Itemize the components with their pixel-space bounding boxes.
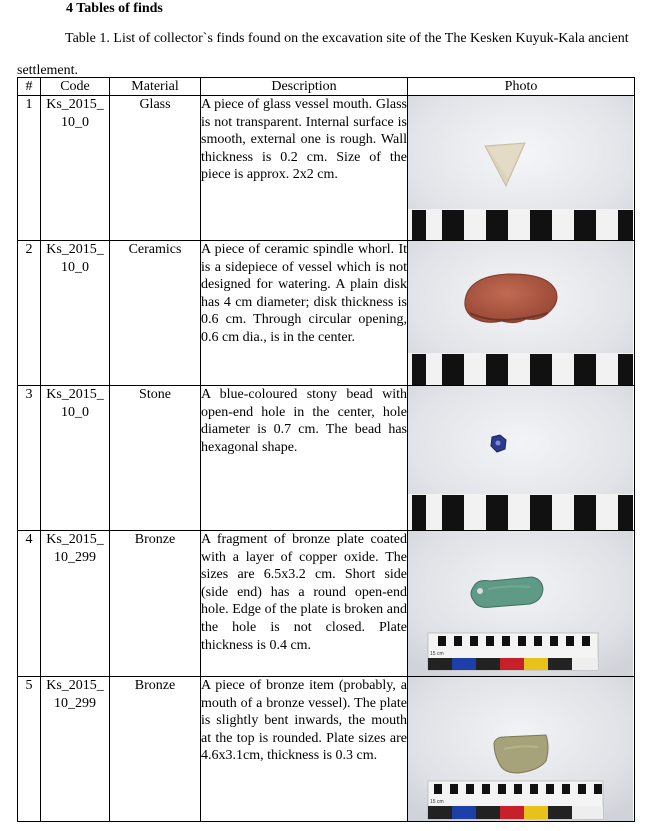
find-photo-cell [408, 386, 635, 531]
column-header-description: Description [201, 78, 408, 96]
finds-table [17, 77, 635, 822]
table-row [18, 386, 635, 531]
column-header-code: Code [41, 78, 110, 96]
find-code: Ks_2015_ 10_0 [41, 96, 110, 241]
table-caption: Table 1. List of collector`s finds found on the excavation site of the The Kesken Kuyuk-Kala ancient settlement. [17, 31, 629, 78]
row-number: 4 [18, 531, 41, 677]
row-number: 5 [18, 677, 41, 822]
table-row [18, 96, 635, 241]
scale-label: 15 cm [430, 651, 444, 657]
find-code: Ks_2015_ 10_0 [41, 386, 110, 531]
find-material: Stone [110, 386, 201, 531]
column-header-material: Material [110, 78, 201, 96]
find-code: Ks_2015_ 10_299 [41, 531, 110, 677]
glass-fragment-photo [408, 96, 633, 240]
find-material: Glass [110, 96, 201, 241]
find-description: A blue-coloured stony bead with open-end hole in the center, hole diameter is 0.7 cm. The bead has hexagonal shape. [201, 386, 408, 531]
row-number: 3 [18, 386, 41, 531]
find-photo-cell [408, 531, 635, 677]
find-material: Ceramics [110, 241, 201, 386]
find-description: A piece of glass vessel mouth. Glass is not transparent. Internal surface is smooth, external one is rough. Wall thickness is 0.2 cm. Size of the piece is approx. 2x2 cm. [201, 96, 408, 241]
bronze-item-photo [408, 677, 633, 821]
row-number: 2 [18, 241, 41, 386]
column-header-num: # [18, 78, 41, 96]
find-material: Bronze [110, 531, 201, 677]
table-row [18, 241, 635, 386]
find-photo-cell [408, 241, 635, 386]
find-photo-cell [408, 96, 635, 241]
find-code: Ks_2015_ 10_0 [41, 241, 110, 386]
find-description: A fragment of bronze plate coated with a layer of copper oxide. The sizes are 6.5x3.2 cm. Short side (side end) has a round open-end hole. Edge of the plate is broken and the hole is not closed. Plate thickness is 0.4 cm. [201, 531, 408, 677]
table-header-row [18, 78, 635, 96]
stone-bead-photo [408, 386, 633, 530]
table-row [18, 677, 635, 822]
find-description: A piece of ceramic spindle whorl. It is a sidepiece of vessel which is not designed for watering. A plain disk has 4 cm diameter; disk thickness is 0.6 cm. Through circular opening, 0.6 cm dia., is in the center. [201, 241, 408, 386]
ceramic-whorl-photo [408, 241, 633, 385]
find-material: Bronze [110, 677, 201, 822]
table-row [18, 531, 635, 677]
find-code: Ks_2015_ 10_299 [41, 677, 110, 822]
column-header-photo: Photo [408, 78, 635, 96]
row-number: 1 [18, 96, 41, 241]
bronze-plate-photo [408, 531, 633, 676]
scale-label: 15 cm [430, 799, 444, 805]
find-photo-cell [408, 677, 635, 822]
section-heading: 4 Tables of finds [66, 1, 163, 16]
find-description: A piece of bronze item (probably, a mouth of a bronze vessel). The plate is slightly bent inwards, the mouth at the top is rounded. Plate sizes are 4.6x3.1cm, thickness is 0.3 cm. [201, 677, 408, 822]
colour-scale-bar [428, 781, 603, 819]
colour-scale-bar [428, 633, 598, 670]
